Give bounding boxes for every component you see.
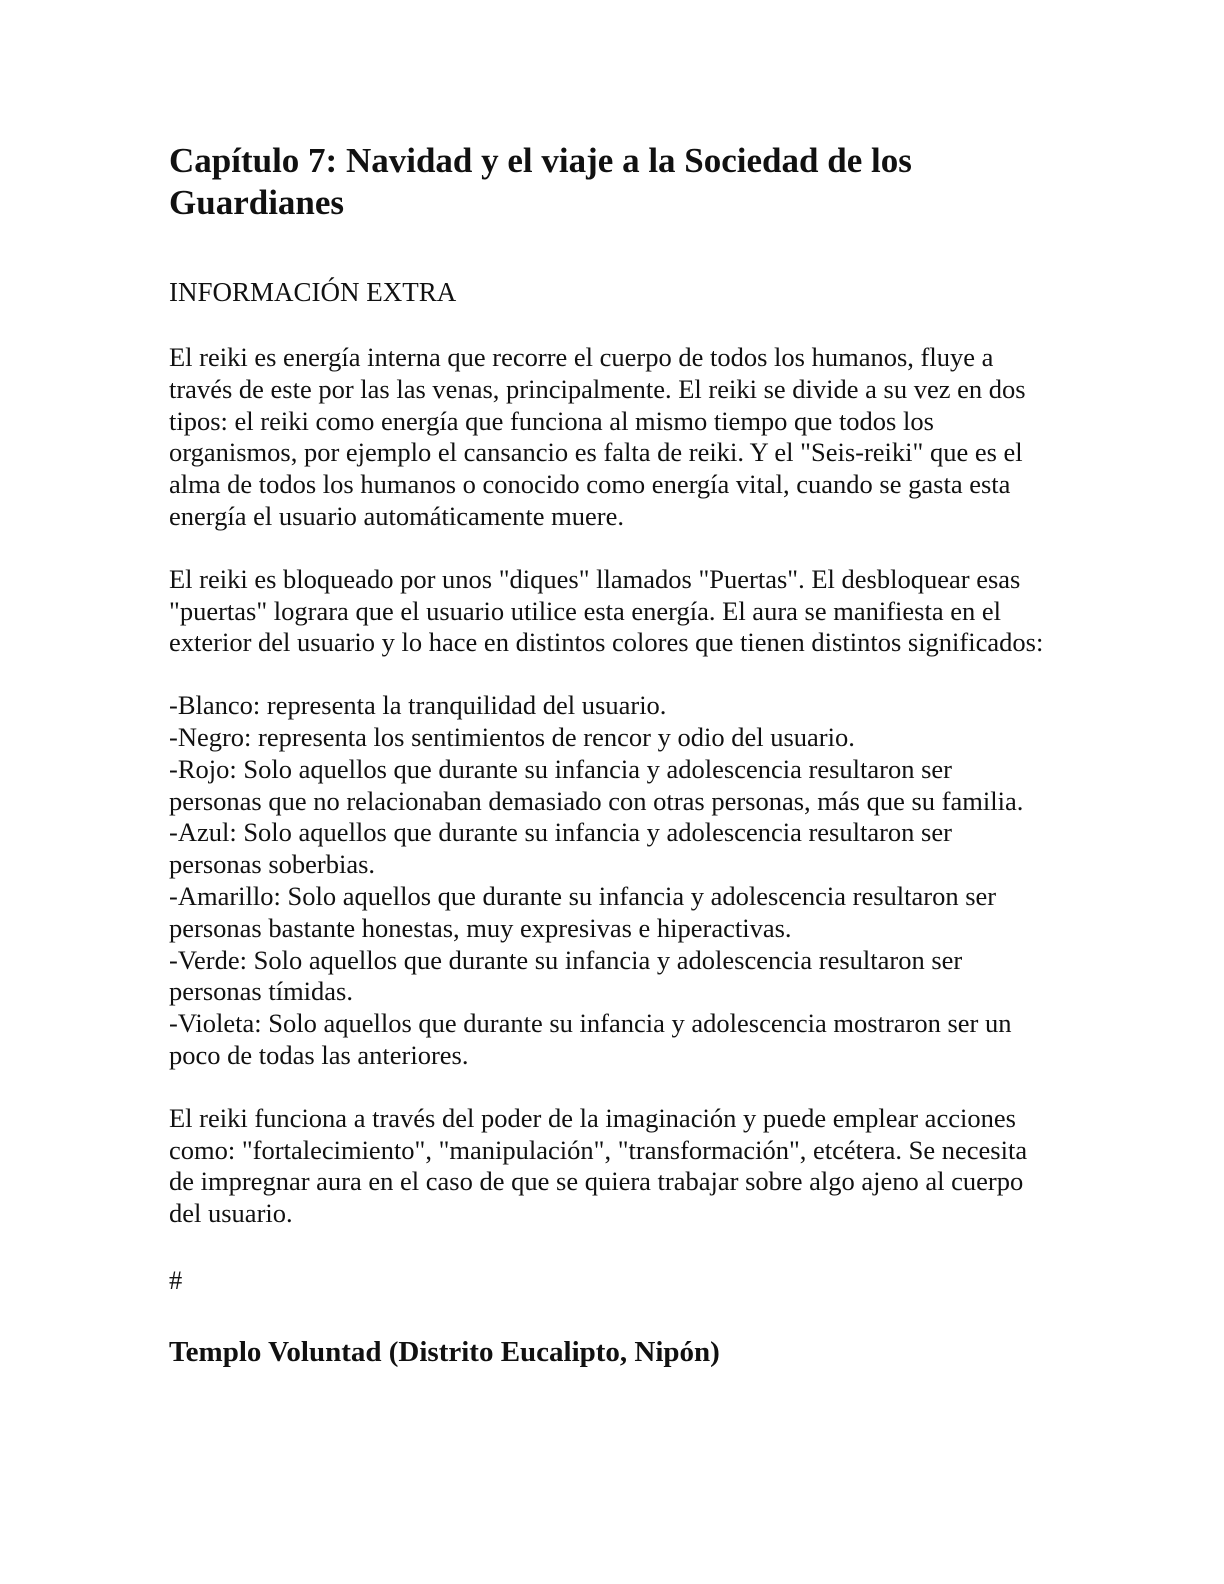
section-label: INFORMACIÓN EXTRA — [169, 277, 457, 307]
list-item: -Verde: Solo aquellos que durante su infancia y adolescencia resultaron ser personas tímidas. — [169, 944, 963, 1007]
chapter-title: Capítulo 7: Navidad y el viaje a la Sociedad de los Guardianes — [169, 141, 912, 222]
list-item: -Negro: representa los sentimientos de rencor y odio del usuario. — [169, 721, 855, 752]
list-item: -Rojo: Solo aquellos que durante su infancia y adolescencia resultaron ser personas que no relacionaban demasiado con otras personas, más que su familia. — [169, 753, 1024, 816]
paragraph-imaginacion: El reiki funciona a través del poder de la imaginación y puede emplear acciones como: "fortalecimiento", "manipulación", "transformación", etcétera. Se necesita de impregnar aura en el caso de que se quiera trabajar sobre algo ajeno al cuerpo del usuario. — [169, 1102, 1028, 1229]
section-heading: Templo Voluntad (Distrito Eucalipto, Nipón) — [169, 1335, 720, 1368]
list-item: -Violeta: Solo aquellos que durante su infancia y adolescencia mostraron ser un poco de todas las anteriores. — [169, 1008, 1012, 1070]
page-content — [169, 140, 1049, 1370]
list-item: -Blanco: representa la tranquilidad del usuario. — [169, 690, 667, 721]
paragraph-reiki-intro: El reiki es energía interna que recorre el cuerpo de todos los humanos, fluye a través de este por las las venas, principalmente. El reiki se divide a su vez en dos tipos: el reiki como energía que funciona al mismo tiempo que todos los organismos, por ejemplo el cansancio es falta de reiki. Y el "Seis-reiki" que es el alma de todos los humanos o conocido como energía vital, cuando se gasta esta energía el usuario automáticamente muere. — [169, 342, 1026, 531]
aura-color-list — [169, 690, 1049, 1072]
list-item: -Amarillo: Solo aquellos que durante su infancia y adolescencia resultaron ser personas bastante honestas, muy expresivas e hiperactivas. — [169, 880, 997, 943]
section-separator: # — [169, 1264, 183, 1295]
paragraph-puertas: El reiki es bloqueado por unos "diques" llamados "Puertas". El desbloquear esas "puertas" lograra que el usuario utilice esta energía. El aura se manifiesta en el exterior del usuario y lo hace en distintos colores que tienen distintos significados: — [169, 563, 1044, 658]
list-item: -Azul: Solo aquellos que durante su infancia y adolescencia resultaron ser personas soberbias. — [169, 817, 952, 880]
